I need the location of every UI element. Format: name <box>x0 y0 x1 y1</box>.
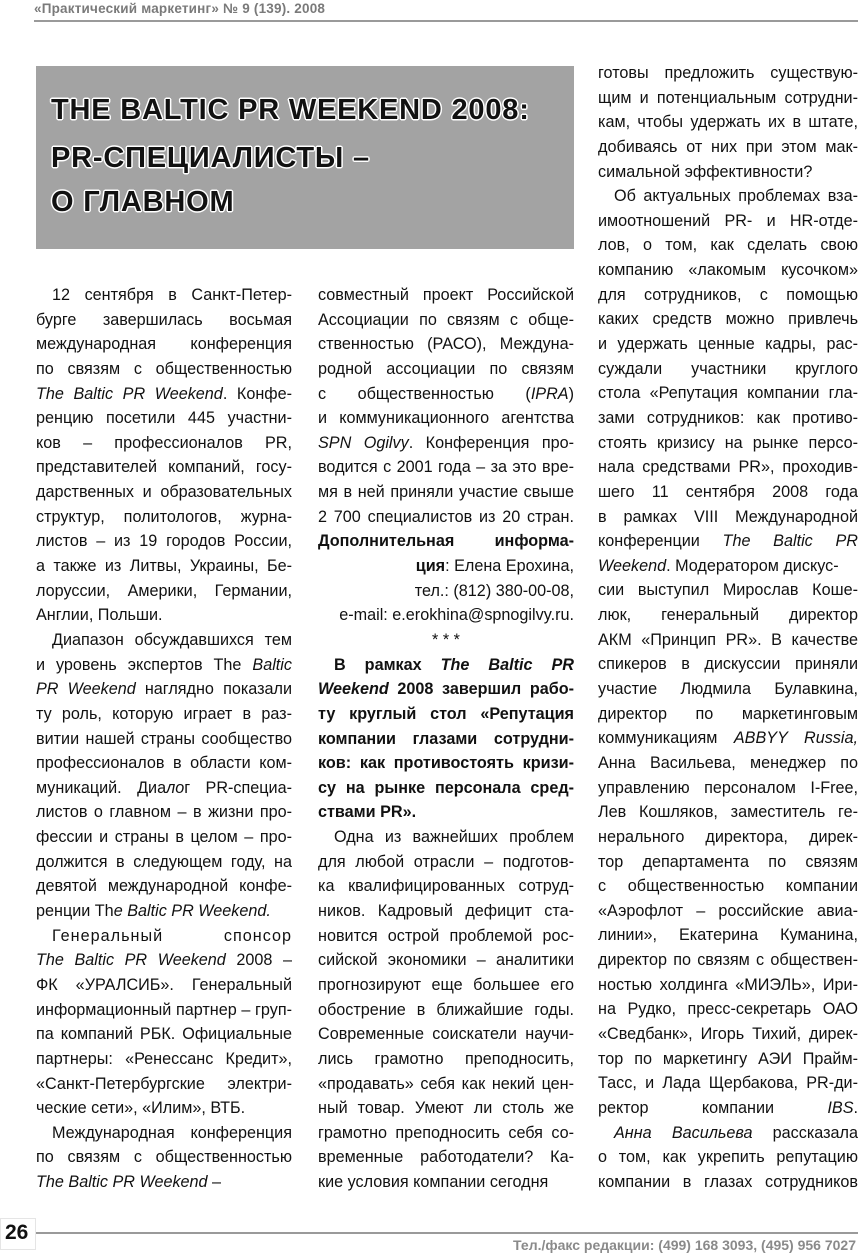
article-text-line: ков – профессионалов PR, <box>36 433 292 452</box>
article-text-line: для любой отрасли – подготов- <box>318 852 574 871</box>
article-text-line: «продавать» себя как некий цен- <box>318 1074 574 1093</box>
article-text-line: лись грамотно преподносить, <box>318 1049 574 1068</box>
article-text-line: щим и потенциальным сотрудни- <box>598 88 858 107</box>
article-text-line: Лев Кошляков, заместитель ге- <box>598 803 858 822</box>
article-text-line: ректор компании IBS. <box>598 1098 858 1117</box>
article-text-line: прогнозируют еще большее его <box>318 975 574 994</box>
article-text-line: тор по маркетингу АЭИ Прайм- <box>598 1049 858 1068</box>
article-text-line: дарственных и образовательных <box>36 483 292 502</box>
article-text-line: для сотрудников, с помощью <box>598 285 858 304</box>
article-text-line: о том, как укрепить репутацию <box>598 1148 858 1167</box>
article-text-line: совместный проект Российской <box>318 286 574 304</box>
article-text-line: ков: как противостоять кризи- <box>318 754 574 773</box>
article-text-line: Англии, Польши. <box>36 606 163 625</box>
article-text-line: бурге завершилась восьмая <box>36 310 292 329</box>
article-text-line: ция: Елена Ерохина, <box>415 557 574 576</box>
article-text-line: листов – из 19 городов России, <box>36 532 292 551</box>
editorial-contacts: Тел./факс редакции: (499) 168 3093, (495) 956 7027 <box>513 1237 856 1253</box>
article-text-line: грамотно преподносить себя со- <box>318 1123 574 1142</box>
article-text-line: * * * <box>432 630 460 649</box>
article-text-line: АКМ «Принцип PR». В качестве <box>598 630 858 649</box>
article-text-line: профессионалов в области ком- <box>36 754 292 773</box>
article-text-line: ников. Кадровый дефицит ста- <box>318 902 574 921</box>
article-text-line: листов о главном – в жизни про- <box>36 803 292 822</box>
article-text-line: Weekend 2008 завершил рабо- <box>318 680 574 699</box>
article-text-line: Генеральный спонсор <box>52 926 292 945</box>
article-text-line: PR Weekend наглядно показали <box>36 680 292 699</box>
article-text-line: ренции The Baltic PR Weekend. <box>36 902 271 921</box>
article-text-line: нерального директора, дирек- <box>598 827 858 846</box>
article-text-line: сии выступил Мирослав Коше- <box>598 581 858 600</box>
article-text-line: линии», Екатерина Куманина, <box>598 926 858 945</box>
article-text-line: The Baltic PR Weekend 2008 – <box>36 951 292 970</box>
article-text-line: родной ассоциации по связям <box>318 359 574 378</box>
article-text-line: новится острой проблемой рос- <box>318 926 574 945</box>
article-text-line: представителей компаний, госу- <box>36 458 292 477</box>
article-text-line: тел.: (812) 380-00-08, <box>414 581 574 600</box>
article-text-line: сийской экономики – аналитики <box>318 951 574 970</box>
article-text-line: компании глазами сотрудни- <box>318 729 574 748</box>
article-text-line: ностью холдинга «МИЭЛЬ», Ири- <box>598 975 858 994</box>
article-text-line: партнеры: «Ренессанс Кредит», <box>36 1049 292 1068</box>
article-text-line: стола «Репутация компании гла- <box>598 384 858 403</box>
article-text-line: The Baltic PR Weekend. Конфе- <box>36 384 292 403</box>
article-text-line: мя в ней приняли участие свыше <box>318 483 574 502</box>
article-title-line-3: О ГЛАВНОМ <box>51 186 235 218</box>
article-text-line: участие Людмила Булавкина, <box>598 680 858 699</box>
article-text-line: SPN Ogilvy. Конференция про- <box>318 433 574 452</box>
article-text-line: Диапазон обсуждавшихся тем <box>52 630 292 649</box>
article-text-line: с общественностью (IPRA) <box>318 384 574 403</box>
article-text-line: международная конференция <box>36 335 292 354</box>
article-text-line: директор по маркетинговым <box>598 704 858 723</box>
article-text-line: и удержать ценные кадры, рас- <box>598 335 858 354</box>
article-text-line: фессии и страны в целом – про- <box>36 828 292 847</box>
article-text-line: имоотношений PR- и HR-отде- <box>598 211 858 230</box>
article-text-line: на Рудко, пресс-секретарь ОАО <box>598 1000 858 1019</box>
article-text-line: шего 11 сентября 2008 года <box>598 482 858 501</box>
article-text-line: и уровень экспертов The Baltic <box>36 655 292 674</box>
article-text-line: Анна Васильева, менеджер по <box>598 753 858 772</box>
article-text-line: ту круглый стол «Репутация <box>318 704 574 723</box>
article-title-line-1: THE BALTIC PR WEEKEND 2008: <box>51 94 530 126</box>
article-text-line: каких средств можно привлечь <box>598 310 858 329</box>
article-text-line: люк, генеральный директор <box>598 606 858 625</box>
article-text-line: ФК «УРАЛСИБ». Генеральный <box>36 975 292 994</box>
article-text-line: e-mail: e.erokhina@spnogilvy.ru. <box>339 606 574 625</box>
article-text-line: зами сотрудников: как противо- <box>598 408 858 427</box>
article-text-line: по связям с общественностью <box>36 1148 292 1167</box>
article-text-line: «Санкт-Петербургские электри- <box>36 1074 292 1093</box>
article-text-line: Об актуальных проблемах вза- <box>614 187 858 206</box>
article-text-line: водится с 2001 года – за это вре- <box>318 458 574 477</box>
article-text-line: компании в глазах сотрудников <box>598 1172 858 1191</box>
article-text-line: по связям с общественностью <box>36 359 292 378</box>
article-text-line: тор департамента по связям <box>598 852 858 871</box>
article-text-line: обострение в ближайшие годы. <box>318 1000 574 1019</box>
article-title-banner <box>36 66 574 249</box>
article-text-line: временные работодатели? Ка- <box>318 1148 574 1167</box>
journal-issue-label: «Практический маркетинг» № 9 (139). 2008 <box>34 1 326 16</box>
article-text-line: ренцию посетили 445 участни- <box>36 409 292 428</box>
article-text-line: витии нашей страны сообщество <box>36 729 292 748</box>
article-text-line: Weekend. Модератором дискус- <box>598 556 839 575</box>
article-text-line: в рамках VIII Международной <box>598 507 858 526</box>
article-text-line: нала средствами PR», проходив- <box>598 458 858 477</box>
article-text-line: спикеров в дискуссии приняли <box>598 655 858 674</box>
article-text-line: ту роль, которую играет в раз- <box>36 704 292 723</box>
article-text-line: кие условия компании сегодня <box>318 1173 549 1192</box>
article-text-line: В рамках The Baltic PR <box>334 655 574 674</box>
page-number-box <box>0 1218 36 1250</box>
article-text-line: Современные соискатели научи- <box>318 1025 574 1044</box>
footer-divider <box>34 1232 858 1234</box>
article-text-line: директор по связям с обществен- <box>598 951 858 970</box>
article-text-line: па компаний РБК. Официальные <box>36 1025 292 1044</box>
article-text-line: 2 700 специалистов из 20 стран. <box>318 507 574 526</box>
header-divider <box>34 20 858 22</box>
article-text-line: управлению персоналом I-Free, <box>598 778 858 797</box>
article-text-line: готовы предложить существую- <box>598 64 858 82</box>
article-text-line: компанию «лакомым кусочком» <box>598 261 858 280</box>
article-text-line: 12 сентября в Санкт-Петер- <box>52 286 292 304</box>
article-text-line: а также из Литвы, Украины, Бе- <box>36 557 292 576</box>
article-text-line: лов, о том, как сделать свою <box>598 236 858 255</box>
article-text-line: должится в следующем году, на <box>36 852 292 871</box>
article-text-line: суждали участники круглого <box>598 359 858 378</box>
article-text-line: стоять кризису на рынке персо- <box>598 433 858 452</box>
article-text-line: ный товар. Умеют ли столь же <box>318 1099 574 1118</box>
article-text-line: Анна Васильева рассказала <box>614 1123 858 1142</box>
article-text-line: девятой международной конфе- <box>36 877 292 896</box>
article-text-line: ческие сети», «Илим», ВТБ. <box>36 1099 246 1118</box>
article-title-line-2: PR-СПЕЦИАЛИСТЫ – <box>51 142 370 174</box>
article-text-line: кам, чтобы удержать их в штате, <box>598 113 858 132</box>
article-text-line: Международная конференция <box>52 1123 292 1142</box>
article-text-line: ственностью (РАСО), Междуна- <box>318 335 574 354</box>
article-text-line: Ассоциации по связям с обще- <box>318 310 574 329</box>
article-text-line: симальной эффективности? <box>598 162 813 181</box>
article-text-line: ствами PR». <box>318 803 417 822</box>
article-text-line: Одна из важнейших проблем <box>334 828 574 847</box>
article-text-line: The Baltic PR Weekend – <box>36 1173 222 1192</box>
article-text-line: «Аэрофлот – российские авиа- <box>598 901 858 920</box>
article-text-line: муникаций. Диалог PR-специа- <box>36 778 292 797</box>
article-text-line: структур, политологов, журна- <box>36 507 292 526</box>
article-text-line: Тасс, и Лада Щербакова, PR-ди- <box>598 1074 858 1093</box>
article-text-line: «Сведбанк», Игорь Тихий, дирек- <box>598 1024 858 1043</box>
article-text-line: конференции The Baltic PR <box>598 532 858 551</box>
article-text-line: ка квалифицированных сотруд- <box>318 877 574 896</box>
article-text-line: с общественностью компании <box>598 877 858 896</box>
text-column-3 <box>598 61 858 1194</box>
article-text-line: Дополнительная информа- <box>318 532 574 551</box>
article-text-line: информационный партнер – груп- <box>36 1000 292 1019</box>
text-column-2 <box>318 283 574 1195</box>
page-number: 26 <box>5 1221 29 1244</box>
article-text-line: коммуникациям ABBYY Russia, <box>598 729 858 748</box>
article-text-line: лоруссии, Америки, Германии, <box>36 581 292 600</box>
article-text-line: добиваясь от них при этом мак- <box>598 137 858 156</box>
running-header <box>34 0 858 20</box>
text-column-1 <box>36 283 292 1195</box>
article-text-line: и коммуникационного агентства <box>318 409 574 428</box>
article-text-line: су на рынке персонала сред- <box>318 778 574 797</box>
